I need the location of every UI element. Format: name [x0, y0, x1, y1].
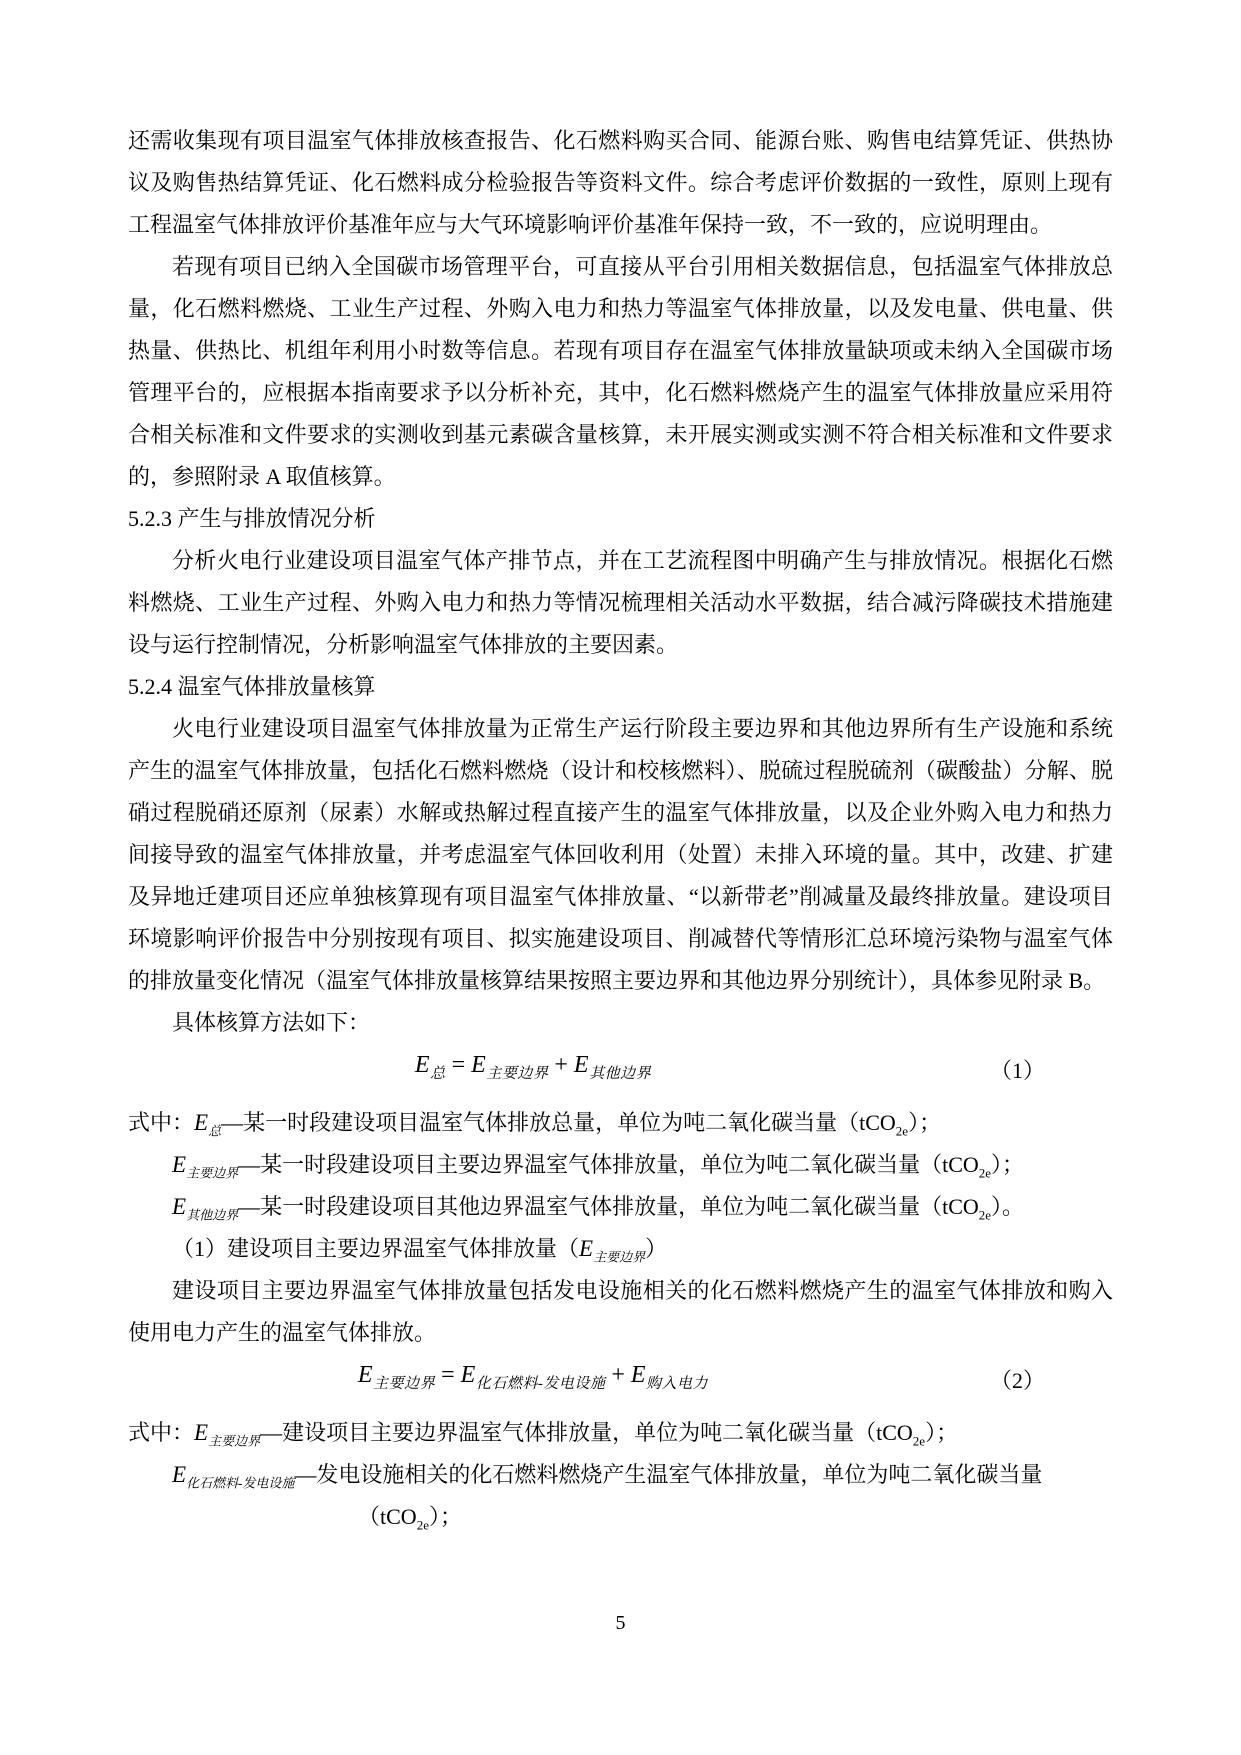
definition-e-other-boundary: $E_{其他边界}—$某一时段建设项目其他边界温室气体排放量，单位为吨二氧化碳当量（tCO$_{2e}$）。	[172, 1194, 1025, 1223]
formula-1-expression: $E_总 = E_{主要边界} + E_{其他边界}$	[414, 1052, 652, 1082]
formula-2-number: （2）	[990, 1368, 1046, 1393]
page-content	[128, 120, 1113, 1538]
paragraph-data-collection: 还需收集现有项目温室气体排放核查报告、化石燃料购买合同、能源台账、购售电结算凭证、供热协议及购售热结算凭证、化石燃料成分检验报告等资料文件。综合考虑评价数据的一致性，原则上现有工程温室气体排放评价基准年应与大气环境影响评价基准年保持一致，不一致的，应说明理由。	[128, 128, 1113, 237]
paragraph-carbon-market-platform: 若现有项目已纳入全国碳市场管理平台，可直接从平台引用相关数据信息，包括温室气体排放总量，化石燃料燃烧、工业生产过程、外购入电力和热力等温室气体排放量，以及发电量、供电量、供热量、供热比、机组年利用小时数等信息。若现有项目存在温室气体排放量缺项或未纳入全国碳市场管理平台的，应根据本指南要求予以分析补充，其中，化石燃料燃烧产生的温室气体排放量应采用符合相关标准和文件要求的实测收到基元素碳含量核算，未开展实测或实测不符合相关标准和文件要求的，参照附录 A 取值核算。	[128, 254, 1113, 489]
definition-e-main-boundary-2: 式中：$E_{主要边界}—$建设项目主要边界温室气体排放量，单位为吨二氧化碳当量（tCO$_{2e}$）；	[128, 1420, 959, 1449]
list-item-main-boundary: （1）建设项目主要边界温室气体排放量$(E_{主要边界})$	[172, 1236, 668, 1265]
formula-2-row	[128, 1354, 1113, 1412]
paragraph-accounting-scope: 火电行业建设项目温室气体排放量为正常生产运行阶段主要边界和其他边界所有生产设施和系统产生的温室气体排放量，包括化石燃料燃烧（设计和校核燃料）、脱硫过程脱硫剂（碳酸盐）分解、脱硝过程脱硝还原剂（尿素）水解或热解过程直接产生的温室气体排放量，以及企业外购入电力和热力间接导致的温室气体排放量，并考虑温室气体回收利用（处置）未排入环境的量。其中，改建、扩建及异地迁建项目还应单独核算现有项目温室气体排放量、“以新带老”削减量及最终排放量。建设项目环境影响评价报告中分别按现有项目、拟实施建设项目、削减替代等情形汇总环境污染物与温室气体的排放量变化情况（温室气体排放量核算结果按照主要边界和其他边界分别统计），具体参见附录 B。	[128, 716, 1113, 993]
definition-unit-continuation: （tCO$_{2e}$）；	[358, 1504, 462, 1533]
section-heading-5-2-3: 5.2.3 产生与排放情况分析	[128, 506, 376, 531]
formula-2-expression: $E_{主要边界} = E_{化石燃料-发电设施} + E_{购入电力}$	[357, 1362, 709, 1392]
paragraph-method-intro: 具体核算方法如下：	[172, 1010, 371, 1035]
formula-1-number: （1）	[990, 1058, 1046, 1083]
paragraph-main-boundary-scope: 建设项目主要边界温室气体排放量包括发电设施相关的化石燃料燃烧产生的温室气体排放和购入使用电力产生的温室气体排放。	[128, 1278, 1113, 1345]
definition-e-main-boundary: $E_{主要边界}—$某一时段建设项目主要边界温室气体排放量，单位为吨二氧化碳当量（tCO$_{2e}$）；	[172, 1152, 1025, 1181]
paragraph-emission-analysis: 分析火电行业建设项目温室气体产排节点，并在工艺流程图中明确产生与排放情况。根据化石燃料燃烧、工业生产过程、外购入电力和热力等情况梳理相关活动水平数据，结合减污降碳技术措施建设与运行控制情况，分析影响温室气体排放的主要因素。	[128, 548, 1113, 657]
section-heading-5-2-4: 5.2.4 温室气体排放量核算	[128, 674, 376, 699]
definition-e-fossil-fuel-power-facility: $E_{化石燃料-发电设施}—$发电设施相关的化石燃料燃烧产生温室气体排放量，单位为吨二氧化碳当量	[172, 1462, 1043, 1491]
page-number: 5	[615, 1612, 626, 1634]
formula-1-row	[128, 1044, 1113, 1102]
page-footer	[0, 1612, 1241, 1635]
definition-e-total: 式中：$E_总—$某一时段建设项目温室气体排放总量，单位为吨二氧化碳当量（tCO$_{2e}$）；	[128, 1110, 942, 1139]
